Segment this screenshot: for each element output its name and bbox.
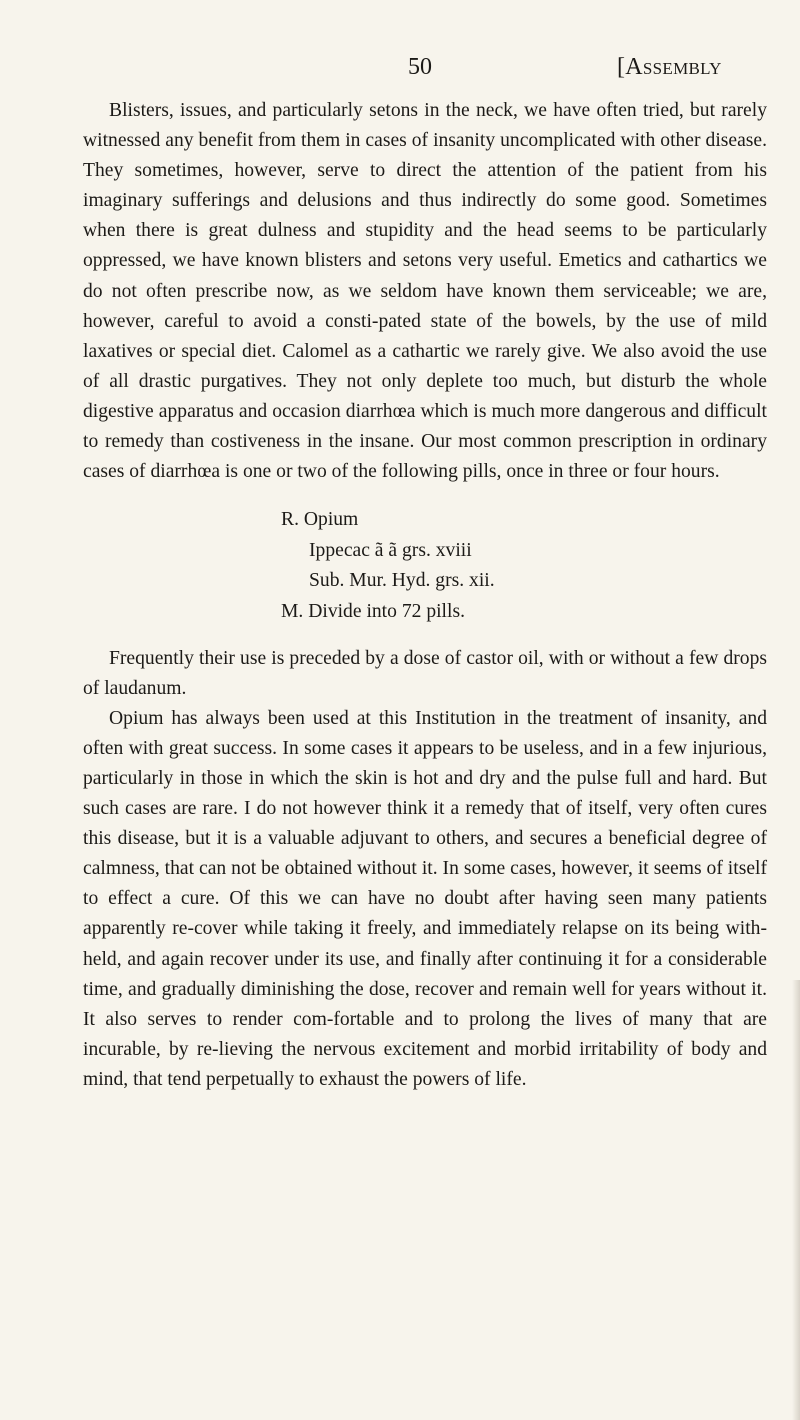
prescription-line-sub-mur: Sub. Mur. Hyd. grs. xii. bbox=[309, 570, 495, 592]
page-edge-shadow bbox=[792, 980, 800, 1420]
paragraph-treatments: Blisters, issues, and particularly setons in the neck, we have often tried, but rarely witnessed any benefit from them in cases of insanity uncomplicated with other disease. They sometimes, however, serve to direct the attention of the patient from his imaginary sufferings and delusions and thus indirectly do some good. Sometimes when there is great dulness and stupidity and the head seems to be particularly oppressed, we have known blisters and setons very useful. Emetics and cathartics we do not often prescribe now, as we seldom have known them serviceable; we are, however, careful to avoid a consti-pated state of the bowels, by the use of mild laxatives or special diet. Calomel as a cathartic we rarely give. We also avoid the use of all drastic purgatives. They not only deplete too much, but disturb the whole digestive apparatus and occasion diarrhœa which is much more dangerous and difficult to remedy than costiveness in the insane. Our most common prescription in ordinary cases of diarrhœa is one or two of the following pills, once in three or four hours. bbox=[83, 100, 767, 483]
prescription-line-ippecac: Ippecac ã ã grs. xviii bbox=[309, 539, 472, 561]
prescription-block bbox=[83, 505, 767, 627]
running-title: [Assembly bbox=[617, 54, 722, 80]
running-header bbox=[0, 52, 800, 86]
paragraph-opium: Opium has always been used at this Institution in the treatment of insanity, and often with great success. In some cases it appears to be useless, and in a few injurious, particularly in those in which the skin is hot and dry and the pulse full and hard. But such cases are rare. I do not however think it a remedy that of itself, very often cures this disease, but it is a valuable adjuvant to others, and secures a beneficial degree of calmness, that can not be obtained without it. In some cases, however, it seems of itself to effect a cure. Of this we can have no doubt after having seen many patients apparently re-cover while taking it freely, and immediately relapse on its being with-held, and again recover under its use, and finally after continuing it for a considerable time, and gradually diminishing the dose, recover and remain well for years without it. It also serves to render com-fortable and to prolong the lives of many that are incurable, by re-lieving the nervous excitement and morbid irritability of body and mind, that tend perpetually to exhaust the powers of life. bbox=[83, 707, 767, 1090]
prescription-line-opium: R. Opium bbox=[281, 509, 359, 531]
body-text bbox=[83, 96, 767, 1095]
page-number: 50 bbox=[408, 54, 432, 80]
prescription-line-divide: M. Divide into 72 pills. bbox=[281, 601, 465, 622]
paragraph-castor-oil: Frequently their use is preceded by a dose of castor oil, with or without a few drops of laudanum. bbox=[83, 647, 767, 699]
